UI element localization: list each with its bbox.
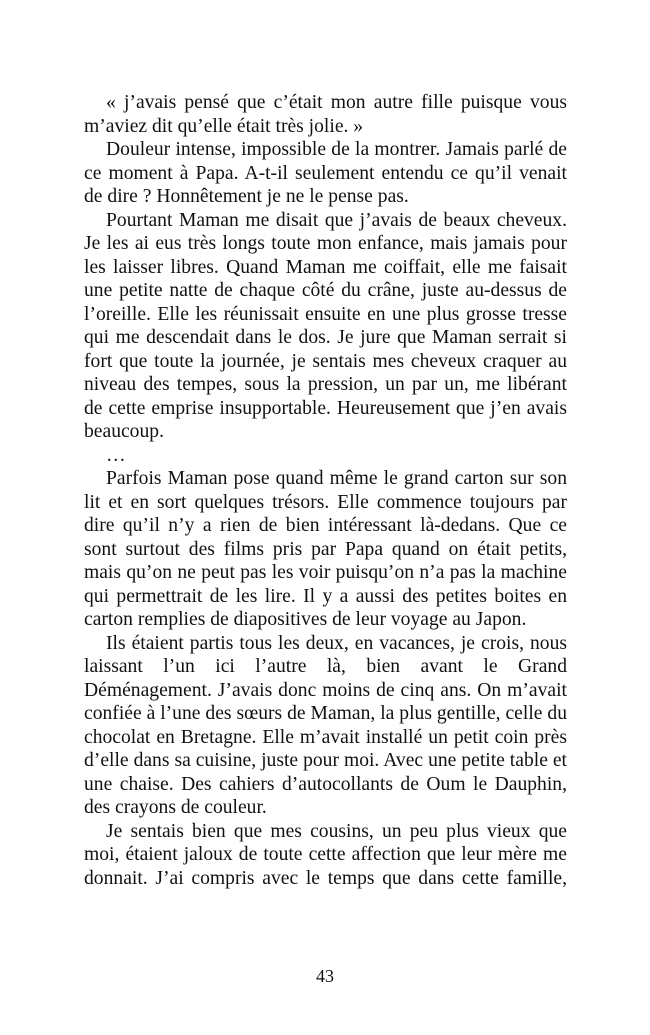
paragraph-cheveux: Pourtant Maman me disait que j’avais de beaux cheveux. Je les ai eus très longs toute mon enfance, mais jamais pour les laisser libres. Quand Maman me coiffait, elle me faisait une petite natte de chaque côté du crâne, juste au-dessus de l’oreille. Elle les réunissait ensuite en une plus grosse tresse qui me descendait dans le dos. Je jure que Maman serrait si fort que toute la journée, je sentais mes cheveux craquer au niveau des tempes, sous la pression, un par un, me libérant de cette emprise insupportable. Heureusement que j’en avais beaucoup. [84, 209, 567, 442]
paragraph-cousins: Je sentais bien que mes cousins, un peu plus vieux que moi, étaient jaloux de toute cette affection que leur mère me donnait. J’ai compris avec le temps que dans cette famille, [84, 820, 567, 889]
paragraph-carton: Parfois Maman pose quand même le grand carton sur son lit et en sort quelques trésors. Elle commence toujours par dire qu’il n’y a rien de bien intéressant là-dedans. Que ce sont surtout des films pris par Papa quand on était petits, mais qu’on ne peut pas les voir puisqu’on n’a pas la machine qui permettrait de les lire. Il y a aussi des petites boites en carton remplies de diapositives de leur voyage au Japon. [84, 468, 567, 630]
paragraph-douleur: Douleur intense, impossible de la montrer. Jamais parlé de ce moment à Papa. A-t-il seulement entendu ce qu’il venait de dire ? Honnêtement je ne le pense pas. [84, 139, 567, 207]
paragraph-vacances: Ils étaient partis tous les deux, en vacances, je crois, nous laissant l’un ici l’autre là, bien avant le Grand Déménagement. J’avais donc moins de cinq ans. On m’avait confiée à l’une des sœurs de Maman, la plus gentille, celle du chocolat en Bretagne. Elle m’avait installé un petit coin près d’elle dans sa cuisine, juste pour moi. Avec une petite table et une chaise. Des cahiers d’autocollants de Oum le Dauphin, des crayons de couleur. [84, 632, 567, 818]
paragraph-quote-end: « j’avais pensé que c’était mon autre fille puisque vous m’aviez dit qu’elle était très jolie. » [84, 92, 567, 137]
section-break-ellipsis: … [106, 444, 128, 466]
body-text [84, 91, 567, 890]
page-number: 43 [316, 966, 334, 986]
